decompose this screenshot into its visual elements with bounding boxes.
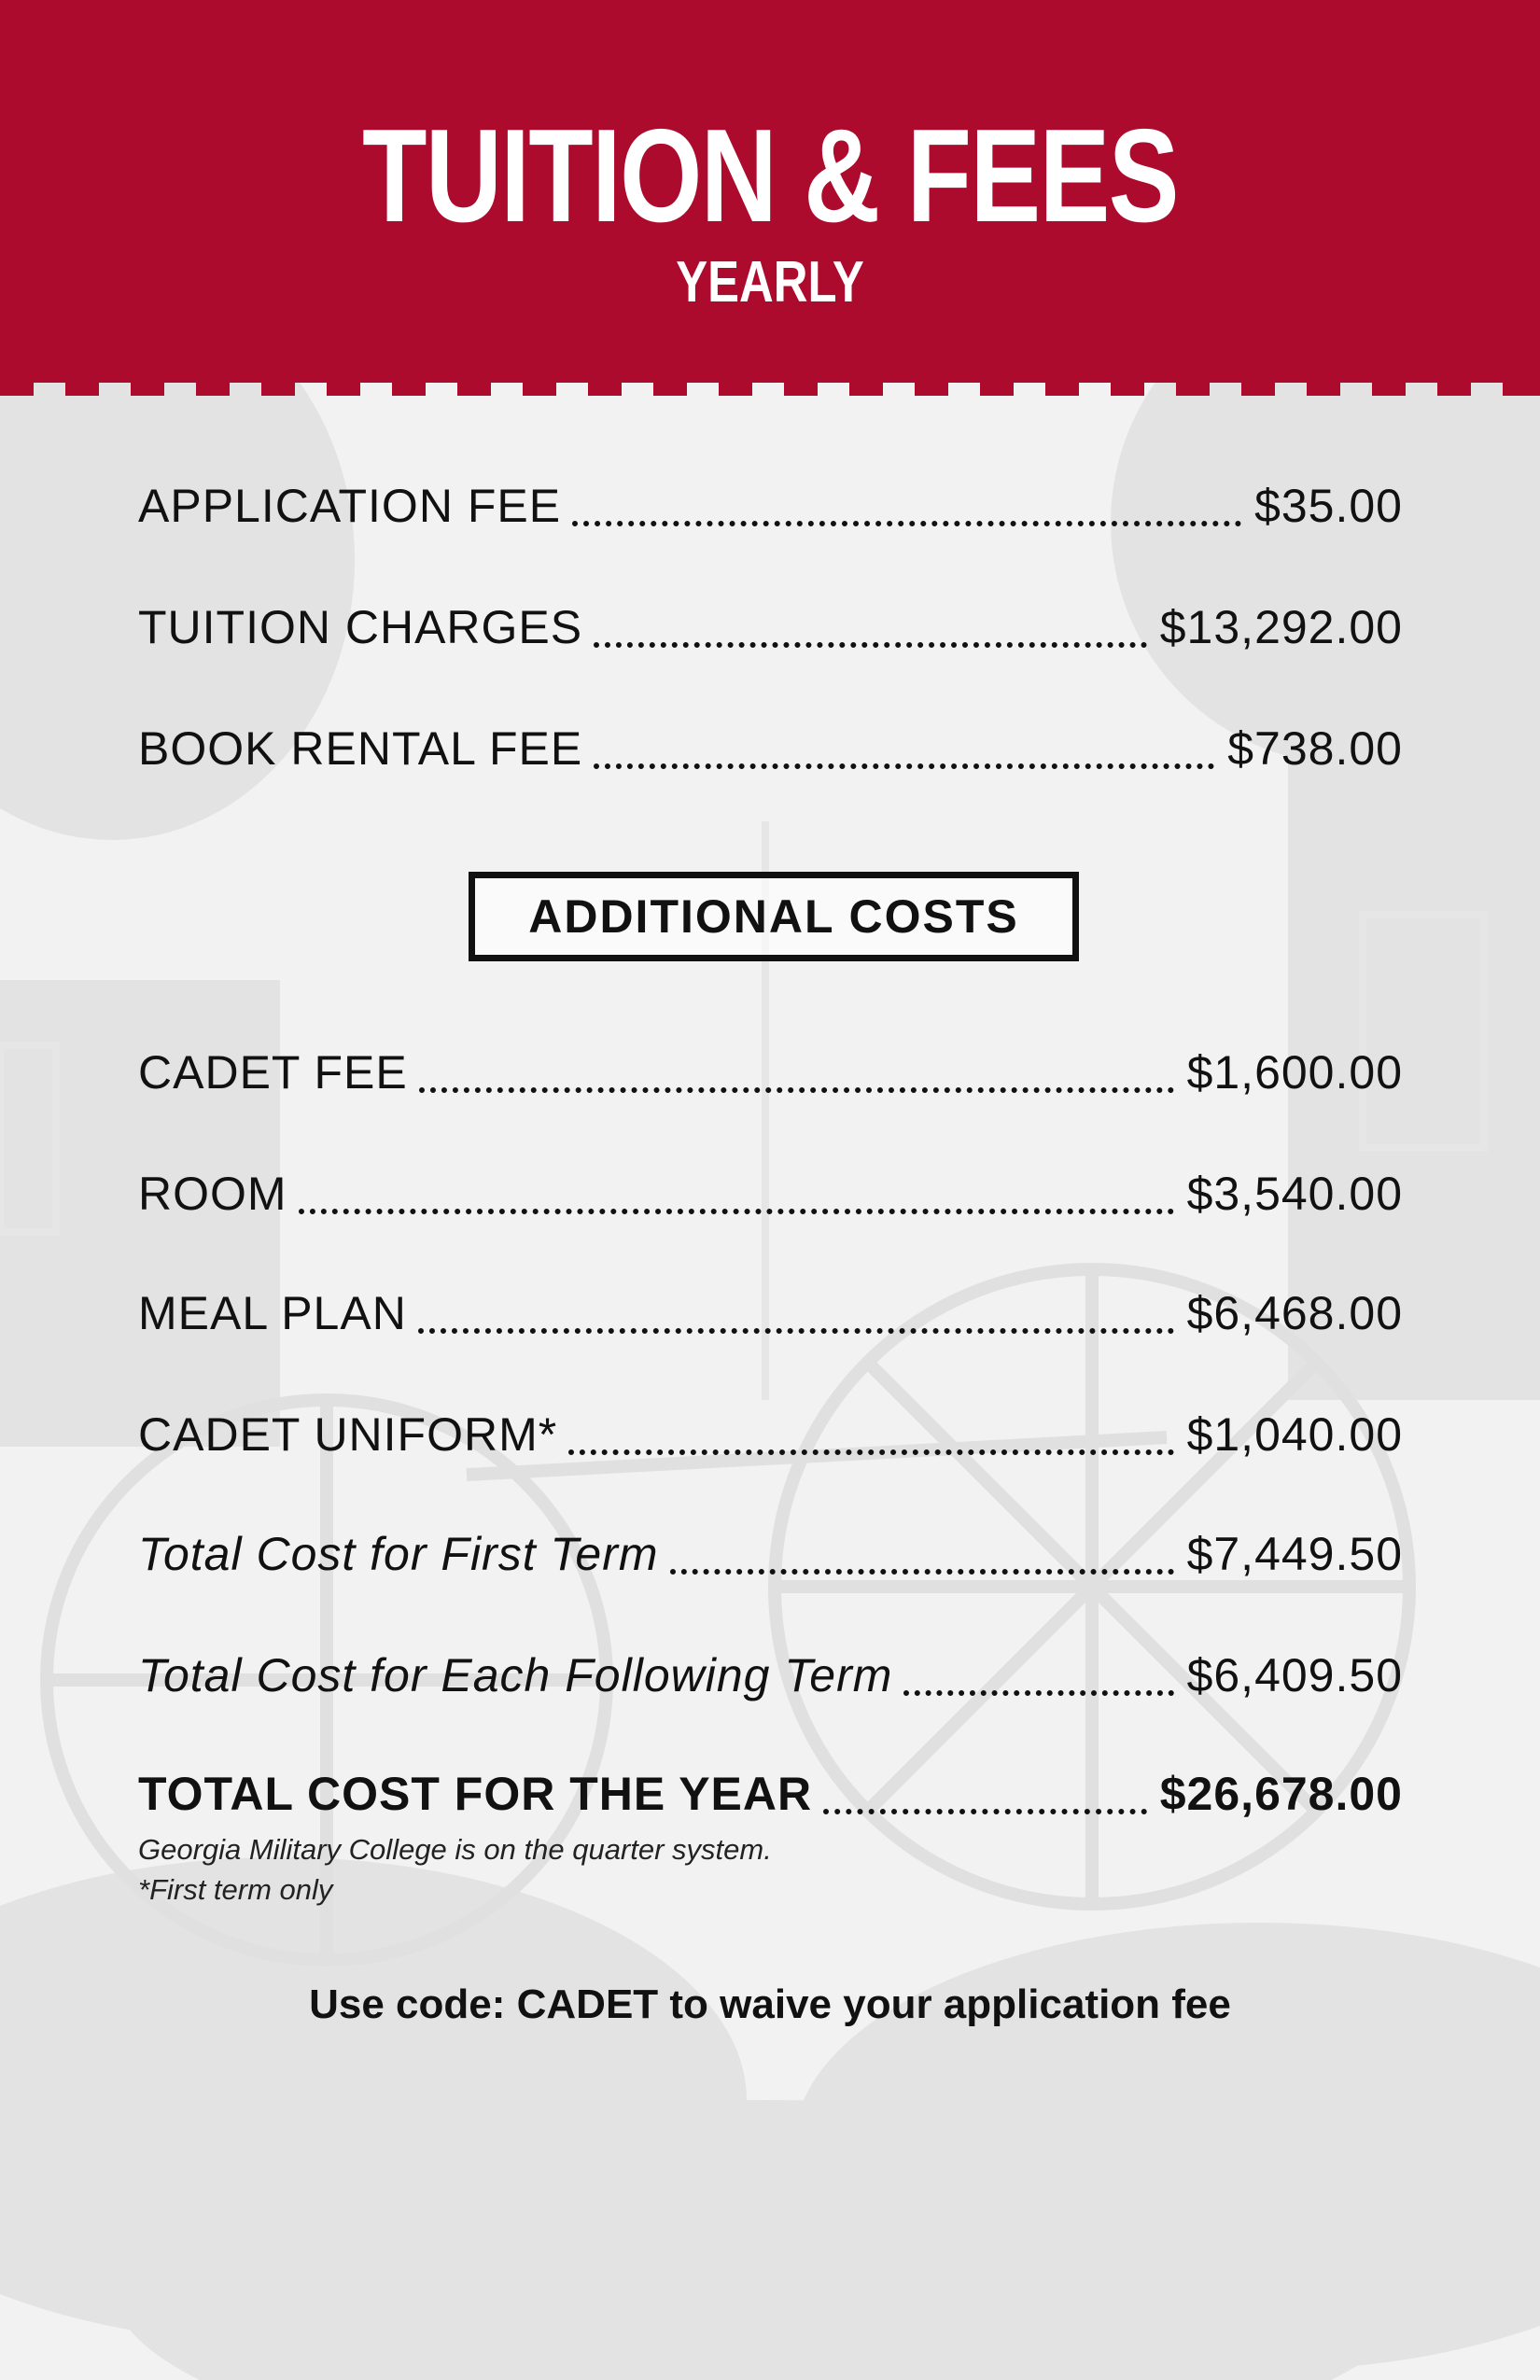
total-row — [138, 1764, 1403, 1820]
additional-costs-heading: ADDITIONAL COSTS — [469, 872, 1079, 961]
battlement-edge — [0, 373, 1540, 396]
fee-amount: $13,292.00 — [1159, 601, 1403, 653]
cost-amount: $1,600.00 — [1186, 1046, 1403, 1099]
cost-label: MEAL PLAN — [138, 1287, 407, 1339]
cost-row-room — [138, 1164, 1403, 1220]
term-row-following — [138, 1645, 1403, 1701]
dot-leader — [418, 1328, 1174, 1334]
quarter-system-note: Georgia Military College is on the quarter system. — [138, 1833, 772, 1866]
page-title: TUITION & FEES — [362, 102, 1178, 250]
total-label: TOTAL COST FOR THE YEAR — [138, 1768, 813, 1820]
term-label: Total Cost for Each Following Term — [138, 1649, 893, 1701]
cost-label: ROOM — [138, 1168, 287, 1220]
term-row-first — [138, 1524, 1403, 1580]
dot-leader — [903, 1690, 1173, 1696]
footnotes — [138, 1829, 1258, 1910]
promo-code-message: Use code: CADET to waive your application fee — [309, 1981, 1231, 2027]
dot-leader — [419, 1087, 1174, 1093]
cost-amount: $1,040.00 — [1186, 1408, 1403, 1461]
cost-label: CADET UNIFORM* — [138, 1408, 558, 1461]
term-amount: $6,409.50 — [1186, 1649, 1403, 1701]
cost-label: CADET FEE — [138, 1046, 408, 1099]
fee-label: APPLICATION FEE — [138, 480, 562, 532]
dot-leader — [594, 763, 1214, 769]
dot-leader — [299, 1209, 1174, 1214]
page-subtitle: YEARLY — [676, 250, 864, 315]
total-amount: $26,678.00 — [1159, 1768, 1403, 1820]
cost-row-cadet-uniform — [138, 1405, 1403, 1461]
dot-leader — [568, 1449, 1173, 1455]
term-label: Total Cost for First Term — [138, 1528, 659, 1580]
fee-row-application — [138, 476, 1403, 532]
fee-label: BOOK RENTAL FEE — [138, 722, 583, 775]
fee-row-book-rental — [138, 719, 1403, 775]
dot-leader — [572, 521, 1241, 526]
dot-leader — [594, 642, 1147, 648]
fee-amount: $35.00 — [1254, 480, 1403, 532]
cost-amount: $6,468.00 — [1186, 1287, 1403, 1339]
fee-label: TUITION CHARGES — [138, 601, 583, 653]
fee-row-tuition — [138, 597, 1403, 653]
fee-amount: $738.00 — [1227, 722, 1403, 775]
dot-leader — [670, 1569, 1174, 1575]
cost-row-meal-plan — [138, 1283, 1403, 1339]
cost-amount: $3,540.00 — [1186, 1168, 1403, 1220]
first-term-note: *First term only — [138, 1873, 333, 1906]
dot-leader — [823, 1809, 1147, 1814]
term-amount: $7,449.50 — [1186, 1528, 1403, 1580]
cost-row-cadet-fee — [138, 1043, 1403, 1099]
